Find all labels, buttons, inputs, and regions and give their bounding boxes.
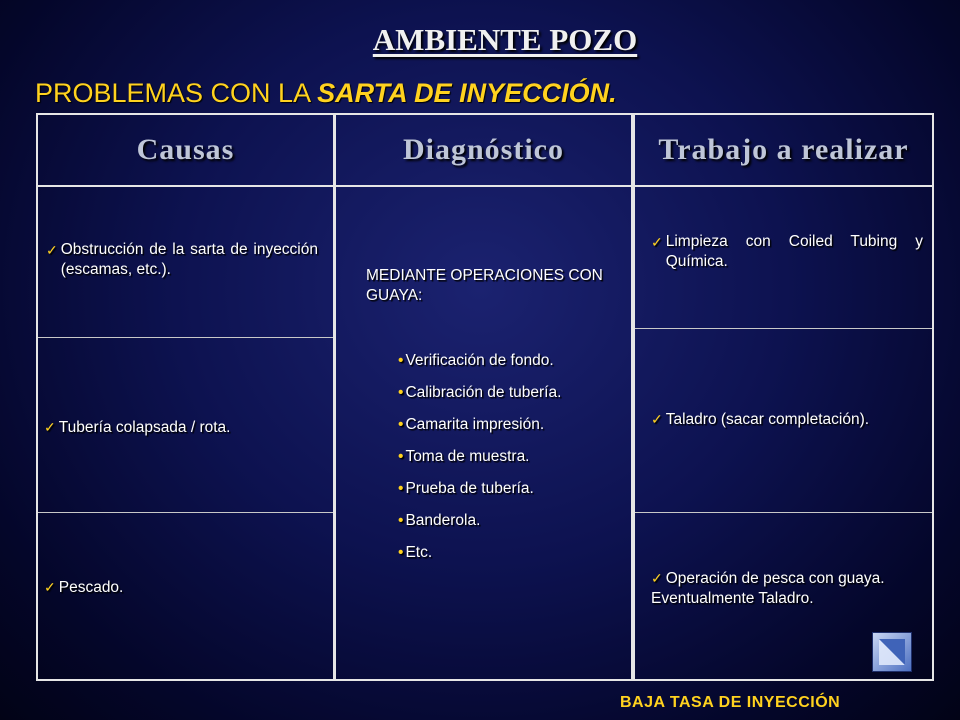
list-item: • Verificación de fondo. (398, 352, 554, 369)
cause-item (44, 577, 324, 598)
bullet-icon: • (398, 352, 404, 369)
footer-label: BAJA TASA DE INYECCIÓN (620, 694, 841, 711)
row-divider (635, 512, 932, 513)
cause-text: Pescado. (58, 579, 124, 596)
subtitle-emphasis: SARTA DE INYECCIÓN. (317, 78, 617, 108)
subtitle-prefix: PROBLEMAS CON LA (35, 78, 318, 108)
cause-text: Obstrucción de la sarta de inyección (escamas, etc.). (60, 241, 318, 278)
column-header-diagnostico: Diagnóstico (336, 115, 631, 187)
column-trabajo (633, 113, 934, 681)
cause-text: Tubería colapsada / rota. (58, 419, 231, 436)
list-item: • Banderola. (398, 512, 481, 529)
bullet-icon: • (398, 480, 404, 497)
column-causas (36, 113, 335, 681)
work-text: Limpieza con Coiled Tubing y Química. (665, 233, 923, 270)
check-icon: ✓ (44, 579, 56, 595)
row-divider (635, 328, 932, 329)
work-item (651, 409, 931, 430)
check-icon: ✓ (651, 234, 663, 250)
row-divider (38, 337, 333, 338)
slide-subtitle (35, 78, 617, 109)
list-item: • Prueba de tubería. (398, 480, 534, 497)
check-icon: ✓ (651, 411, 663, 427)
list-item: • Calibración de tubería. (398, 384, 562, 401)
check-icon: ✓ (46, 242, 58, 258)
diagnostic-intro: MEDIANTE OPERACIONES CON GUAYA: (366, 267, 603, 304)
column-header-causas: Causas (38, 115, 333, 187)
list-item: • Camarita impresión. (398, 416, 545, 433)
bullet-icon: • (398, 512, 404, 529)
list-item: • Etc. (398, 544, 433, 561)
check-icon: ✓ (651, 570, 663, 586)
row-divider (38, 512, 333, 513)
diagnostic-list (398, 351, 561, 575)
bullet-icon: • (398, 416, 404, 433)
work-item (651, 568, 931, 609)
nav-arrow-icon (877, 637, 907, 667)
cause-item (46, 240, 318, 280)
nav-arrow-button[interactable] (872, 632, 912, 672)
bullet-icon: • (398, 448, 404, 465)
list-item: • Toma de muestra. (398, 448, 530, 465)
slide-title: AMBIENTE POZO (372, 22, 638, 57)
work-text: Operación de pesca con guaya. Eventualmente Taladro. (651, 570, 885, 607)
bullet-icon: • (398, 544, 404, 561)
check-icon: ✓ (44, 419, 56, 435)
work-item (651, 232, 923, 272)
bullet-icon: • (398, 384, 404, 401)
work-text: Taladro (sacar completación). (665, 411, 870, 428)
column-header-trabajo: Trabajo a realizar (635, 115, 932, 187)
column-diagnostico (334, 113, 633, 681)
cause-item (44, 417, 324, 438)
